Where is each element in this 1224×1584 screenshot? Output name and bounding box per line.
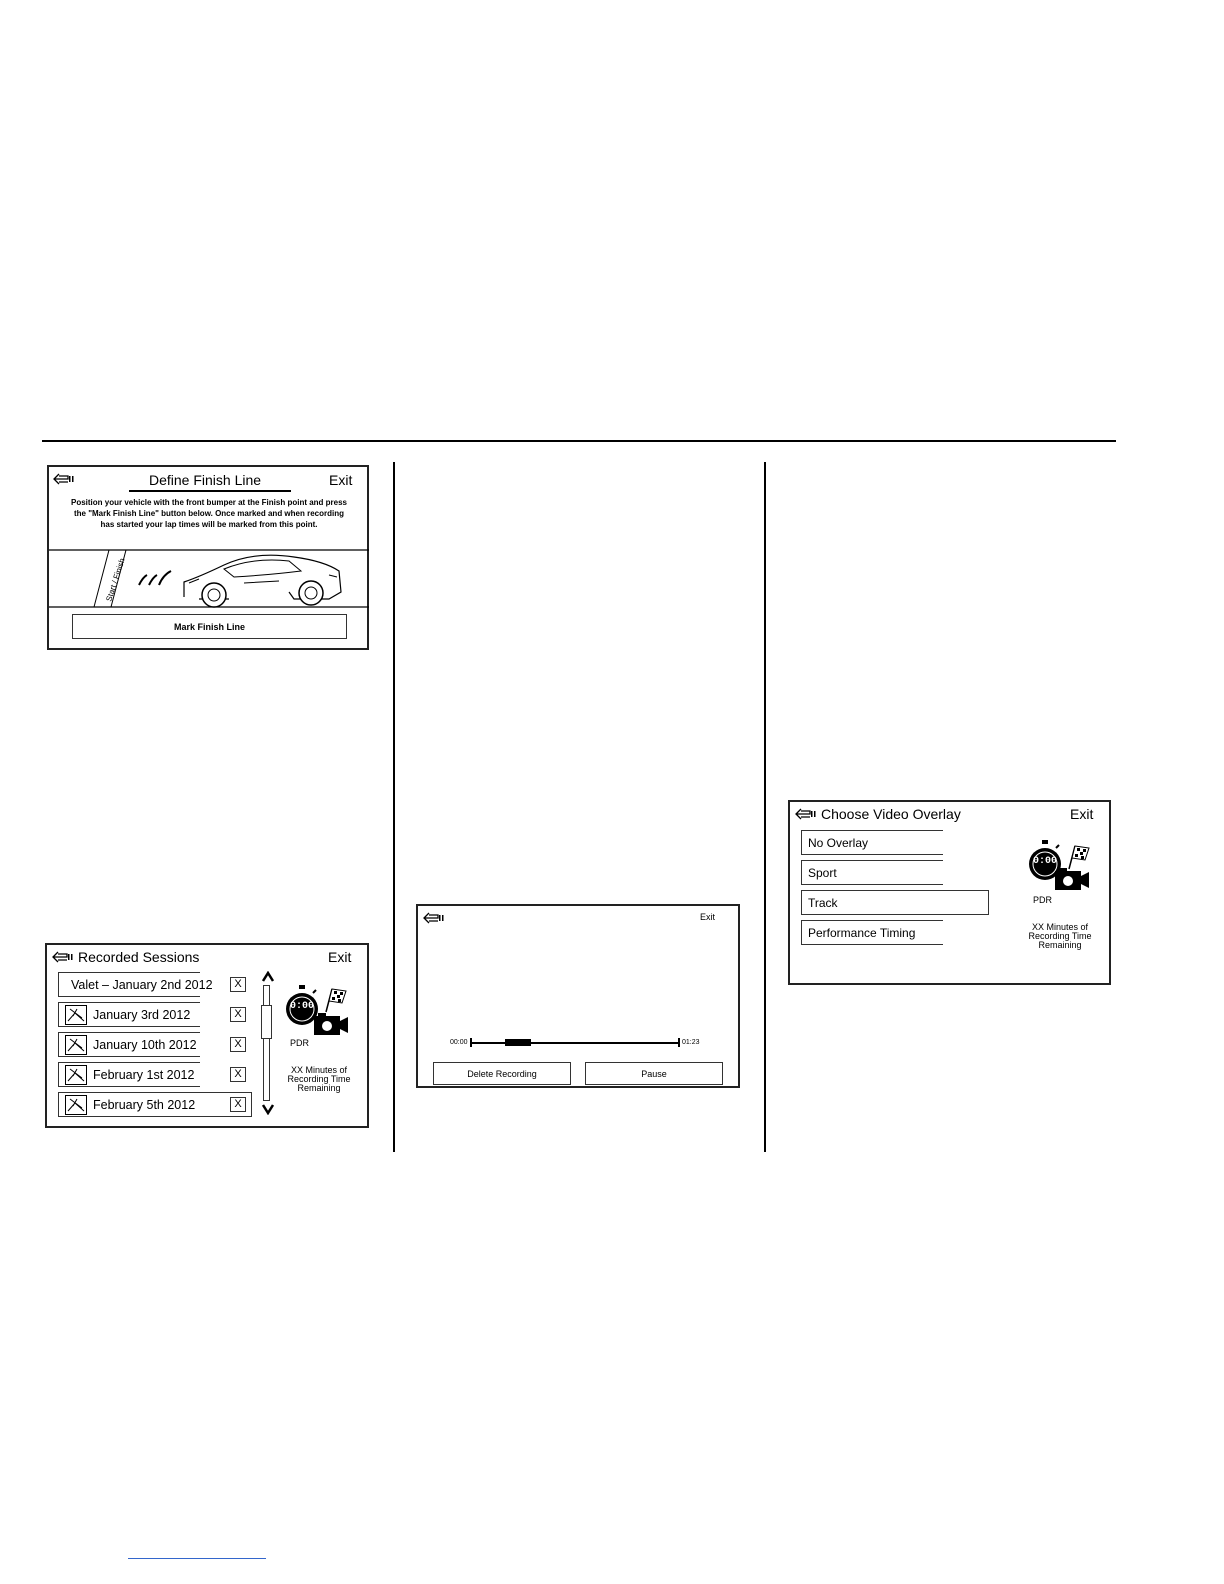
camera-icon: [314, 1013, 350, 1035]
instruction-line: the "Mark Finish Line" button below. Once marked and when recording: [74, 509, 344, 518]
checkered-flag-icon: [1067, 844, 1091, 870]
playback-screen: [416, 904, 740, 1088]
recording-time-remaining: [279, 1066, 359, 1093]
session-label: Valet – January 2nd 2012: [71, 977, 213, 992]
exit-button[interactable]: Exit: [329, 472, 353, 488]
remaining-line: Remaining: [297, 1083, 341, 1093]
overlay-option-sport[interactable]: Sport: [801, 860, 943, 885]
instruction-line: Position your vehicle with the front bumper at the Finish point and press: [70, 498, 348, 507]
back-arrow-icon[interactable]: [423, 912, 445, 924]
back-arrow-icon[interactable]: [795, 808, 817, 820]
time-start-label: 00:00: [450, 1039, 468, 1046]
time-end-label: 01:23: [682, 1039, 700, 1046]
screen-title: Define Finish Line: [149, 472, 262, 488]
session-row[interactable]: [58, 1062, 200, 1087]
remaining-line: Recording Time: [287, 1074, 351, 1084]
pdr-icon-group: [284, 985, 354, 1037]
column-divider-left: [393, 462, 395, 1152]
timeline-start-tick: [470, 1038, 472, 1047]
playback-timeline[interactable]: [470, 1042, 678, 1044]
track-thumbnail-icon: [65, 1005, 87, 1025]
screen-title: Recorded Sessions: [78, 949, 200, 965]
exit-button[interactable]: Exit: [328, 949, 352, 965]
delete-recording-button[interactable]: Delete Recording: [433, 1062, 571, 1085]
remaining-line: XX Minutes of: [1031, 922, 1089, 932]
remaining-line: Remaining: [1038, 940, 1082, 950]
pdr-icon-group: [1027, 840, 1097, 892]
recording-time-remaining: [1020, 923, 1100, 950]
title-underline: [129, 490, 291, 492]
instructions: [49, 497, 369, 530]
delete-session-button[interactable]: X: [230, 977, 246, 992]
scrollbar-thumb[interactable]: [261, 1005, 272, 1039]
pause-button[interactable]: Pause: [585, 1062, 723, 1085]
camera-icon: [1055, 868, 1091, 890]
delete-session-button[interactable]: X: [230, 1007, 246, 1022]
timer-readout: 0:00: [289, 1001, 314, 1012]
choose-video-overlay-screen: [788, 800, 1111, 985]
recorded-sessions-screen: [45, 943, 369, 1128]
session-row[interactable]: [58, 1002, 200, 1027]
scrollbar-track[interactable]: [263, 985, 270, 1101]
delete-session-button[interactable]: X: [230, 1067, 246, 1082]
overlay-option-track[interactable]: Track: [801, 890, 989, 915]
session-label: February 5th 2012: [93, 1097, 196, 1112]
track-thumbnail-icon: [65, 1065, 87, 1085]
timer-readout: 0:00: [1032, 856, 1057, 867]
delete-session-button[interactable]: X: [230, 1097, 246, 1112]
screen-title: Choose Video Overlay: [821, 806, 961, 822]
session-label: January 10th 2012: [93, 1037, 197, 1052]
pdr-label: PDR: [290, 1038, 310, 1048]
exit-button[interactable]: Exit: [1070, 806, 1094, 822]
footer-link-rule: [128, 1558, 266, 1559]
start-finish-label: Start / Finish: [104, 557, 127, 603]
define-finish-line-screen: [47, 465, 369, 650]
column-divider-right: [764, 462, 766, 1152]
back-arrow-icon[interactable]: [53, 473, 75, 485]
car-icon: [184, 555, 341, 607]
session-row[interactable]: [58, 1032, 200, 1057]
instruction-line: has started your lap times will be marked from this point.: [100, 520, 318, 529]
scroll-down-icon[interactable]: [261, 1103, 275, 1115]
overlay-option-no-overlay[interactable]: No Overlay: [801, 830, 943, 855]
pdr-label: PDR: [1033, 895, 1053, 905]
remaining-line: Recording Time: [1028, 931, 1092, 941]
session-label: January 3rd 2012: [93, 1007, 191, 1022]
delete-session-button[interactable]: X: [230, 1037, 246, 1052]
session-row[interactable]: [58, 972, 213, 997]
track-illustration: [49, 547, 369, 612]
remaining-line: XX Minutes of: [290, 1065, 348, 1075]
track-thumbnail-icon: [65, 1095, 87, 1115]
header-rule: [42, 440, 1116, 442]
mark-finish-line-button[interactable]: Mark Finish Line: [72, 614, 347, 639]
timeline-end-tick: [678, 1038, 680, 1047]
track-thumbnail-icon: [65, 1035, 87, 1055]
exit-button[interactable]: Exit: [700, 912, 716, 922]
playback-scrubber[interactable]: [505, 1039, 531, 1046]
scroll-up-icon[interactable]: [261, 971, 275, 983]
checkered-flag-icon: [324, 987, 348, 1013]
session-label: February 1st 2012: [93, 1067, 195, 1082]
session-row[interactable]: [58, 1092, 252, 1117]
overlay-option-performance-timing[interactable]: Performance Timing: [801, 920, 943, 945]
back-arrow-icon[interactable]: [52, 951, 74, 963]
